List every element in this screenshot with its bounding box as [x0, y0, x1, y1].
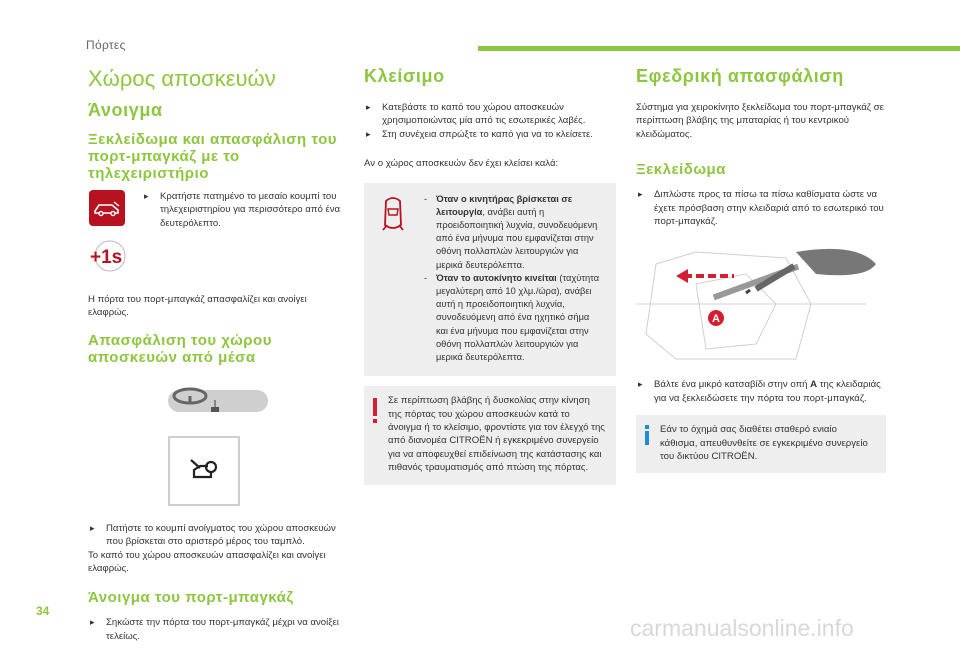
- info-box: [636, 415, 886, 473]
- header-bar: [478, 46, 960, 51]
- column-3: [636, 60, 886, 473]
- column-2: [364, 60, 616, 485]
- closing-bullet-2: ▸ Στη συνέχεια σπρώξτε το καπό για να το κλείσετε.: [364, 128, 616, 141]
- open-trunk-bullet: ▸ Σηκώστε την πόρτα του πορτ-μπαγκάζ μέχρι να ανοίξει τελείως.: [88, 616, 343, 643]
- dashboard-steering-icon: [168, 384, 268, 424]
- plus-badge-text: +1s: [90, 247, 123, 268]
- warning-exclamation-icon: [373, 398, 377, 416]
- info-text: Εάν το όχημά σας διαθέτει σταθερό ενιαίο κάθισμα, απευθυνθείτε σε εγκεκριμένο συνεργείο του δικτύου CITROËN.: [660, 424, 868, 463]
- fault-warning-text: Σε περίπτωση βλάβης ή δυσκολίας στην κίνηση της πόρτας του χώρου αποσκευών κατά το άνοιγμα ή το κλείσιμο, φροντίστε για τον έλεγχό της από διανομέα CITROËN ή εγκεκριμένο συνεργείο για να αποφευχθεί επιδείνωση της κατάστασης και πιθανός τραυματισμός από πτώση της πόρτας.: [388, 395, 605, 474]
- chapter-title: Χώρος αποσκευών: [88, 66, 276, 91]
- remote-bullet: ▸ Κρατήστε πατημένο το μεσαίο κουμπί του τηλεχειριστηρίου για περισσότερο από ένα δευτερόλεπτο.: [142, 190, 343, 230]
- remote-unlock-title: Ξεκλείδωμα και απασφάλιση του πορτ-μπαγκάζ με το τηλεχειριστήριο: [88, 131, 338, 182]
- unlock-bullet: ▸ Διπλώστε προς τα πίσω τα πίσω καθίσματα ώστε να έχετε πρόσβαση στην κλειδαριά από το εσωτερικό του πορτ-μπαγκάζ.: [636, 188, 886, 228]
- remote-instruction-row: [88, 190, 343, 277]
- opening-title: Άνοιγμα: [88, 100, 163, 120]
- warning-item-moving: - Όταν το αυτοκίνητο κινείται (ταχύτητα μεγαλύτερη από 10 χλμ./ώρα), ανάβει αυτή η προειδοποιητική λυχνία, συνοδευόμενη από ένα ηχητικό σήμα και ένα μήνυμα που εμφανίζεται στην οθόνη πολλαπλών λειτουργιών για μερικά δευτερόλεπτα.: [424, 272, 602, 364]
- warning-lamp-box: [364, 183, 616, 377]
- section-header: Πόρτες: [86, 38, 126, 52]
- fault-warning-box: [364, 386, 616, 484]
- remote-result-text: Η πόρτα του πορτ-μπαγκάζ απασφαλίζει και ανοίγει ελαφρώς.: [88, 294, 307, 319]
- lock-illustration: [636, 244, 886, 364]
- inside-result-text: Το καπό του χώρου αποσκευών απασφαλίζει και ανοίγει ελαφρώς.: [88, 549, 326, 575]
- trunk-release-button-icon: [168, 436, 240, 506]
- unlock-title: Ξεκλείδωμα: [636, 161, 726, 179]
- emergency-title: Εφεδρική απασφάλιση: [636, 66, 844, 86]
- dashboard-illustration: [168, 384, 343, 514]
- screwdriver-bullet: ▸ Βάλτε ένα μικρό κατσαβίδι στην οπή A της κλειδαριάς για να ξεκλειδώσετε την πόρτα του πορτ-μπαγκάζ.: [636, 378, 886, 405]
- warning-item-engine: - Όταν ο κινητήρας βρίσκεται σε λειτουργία, ανάβει αυτή η προειδοποιητική λυχνία, συνοδευόμενη από ένα μήνυμα που εμφανίζεται στην οθόνη πολλαπλών λειτουργιών για μερικά δευτερόλεπτα.: [424, 193, 602, 272]
- watermark: carmanualsonline.info: [630, 615, 854, 641]
- closing-bullet-1: ▸ Κατεβάστε το καπό του χώρου αποσκευών χρησιμοποιώντας μία από τις εσωτερικές λαβές.: [364, 101, 616, 128]
- plus-one-second-icon: [88, 240, 142, 277]
- page-number: 34: [36, 604, 50, 618]
- emergency-text: Σύστημα για χειροκίνητο ξεκλείδωμα του πορτ-μπαγκάζ σε περίπτωση βλάβης της μπαταρίας ή του κεντρικού κλειδώματος.: [636, 102, 884, 140]
- open-trunk-title: Άνοιγμα του πορτ-μπαγκάζ: [88, 589, 294, 607]
- closing-title: Κλείσιμο: [364, 66, 445, 86]
- car-open-trunk-warning-icon: [378, 193, 424, 365]
- inside-bullet: ▸ Πατήστε το κουμπί ανοίγματος του χώρου αποσκευών που βρίσκεται στο αριστερό μέρος του ταμπλό.: [88, 522, 343, 549]
- column-1: [88, 60, 343, 643]
- callout-a-label: A: [712, 313, 720, 326]
- key-fob-icon: [89, 190, 125, 226]
- info-icon: [645, 425, 649, 429]
- not-closed-text: Αν ο χώρος αποσκευών δεν έχει κλείσει καλά:: [364, 158, 559, 170]
- inside-unlock-title: Απασφάλιση του χώρου αποσκευών από μέσα: [88, 331, 272, 366]
